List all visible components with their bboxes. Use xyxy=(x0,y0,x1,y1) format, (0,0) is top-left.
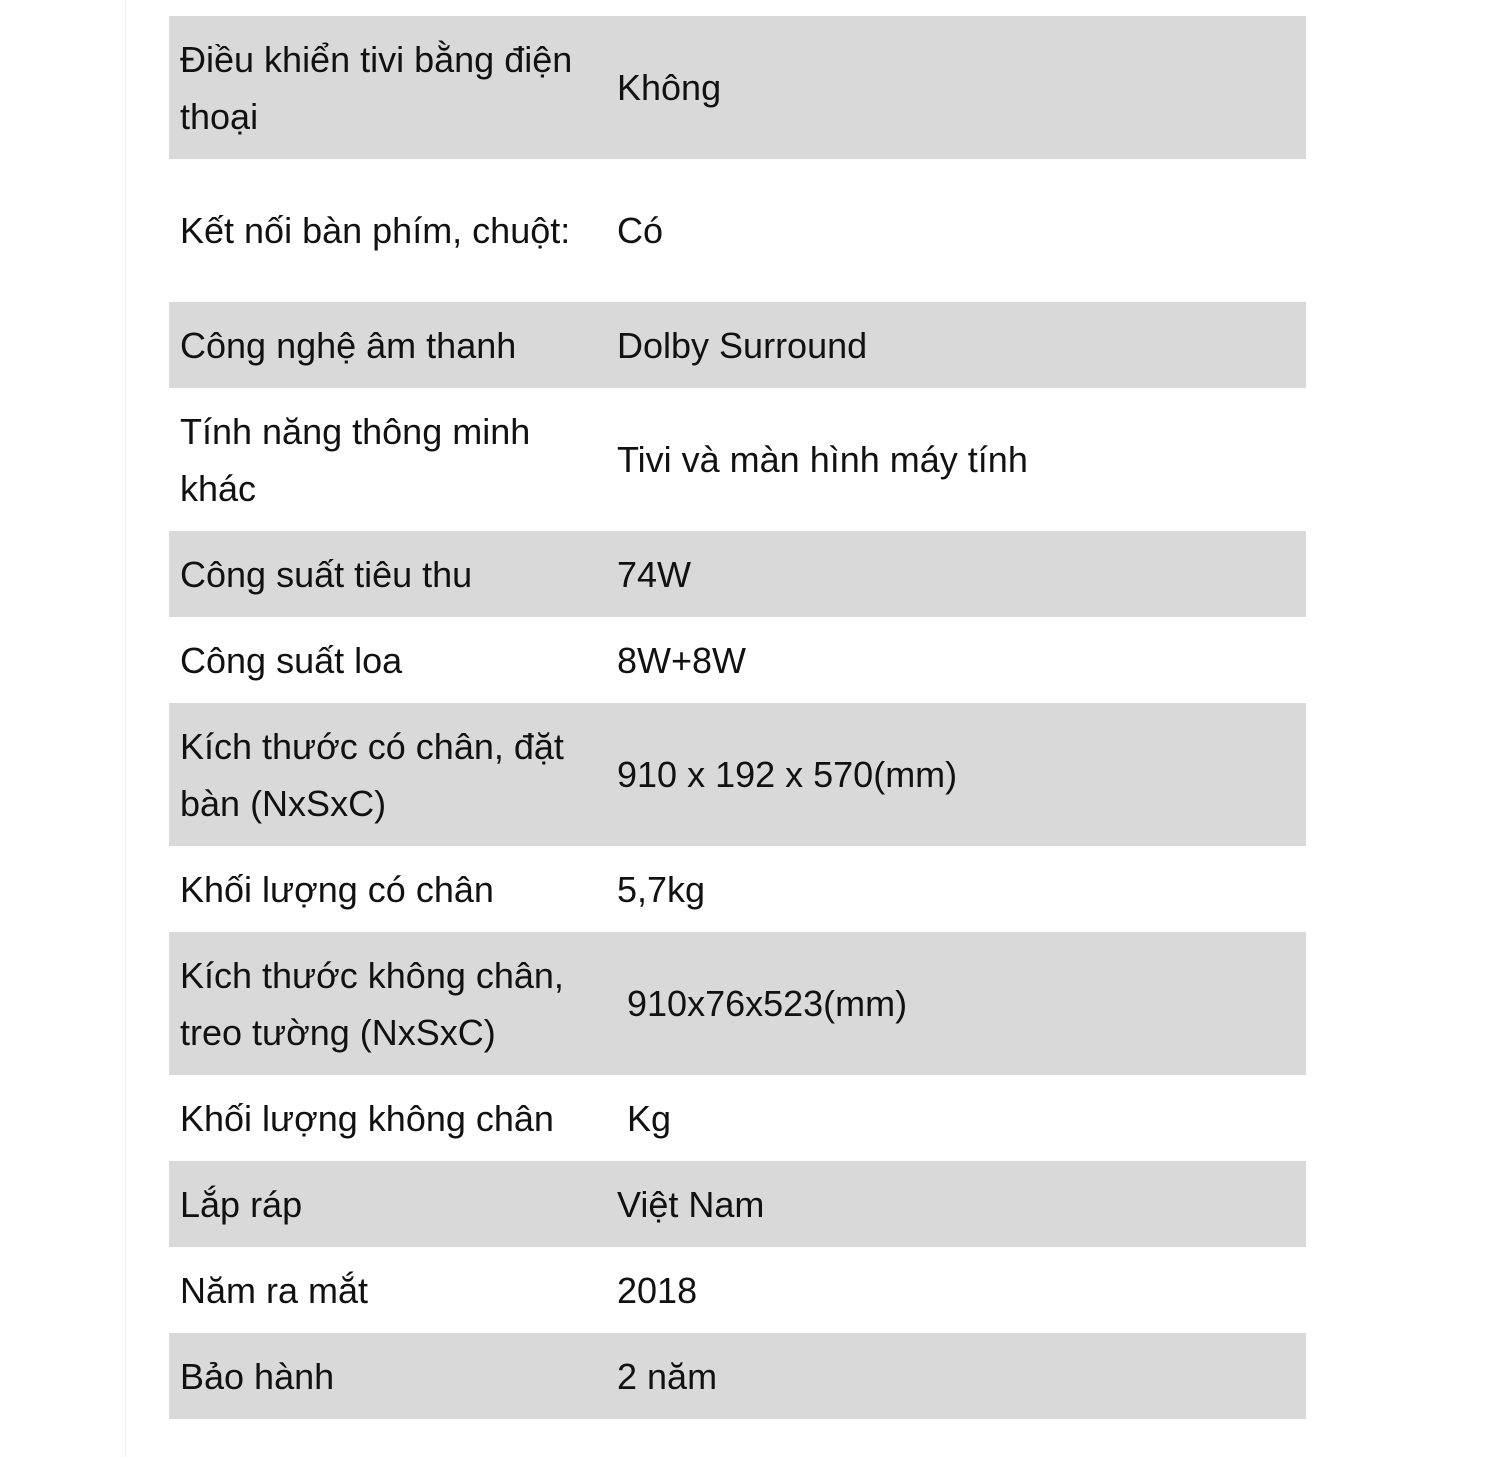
spec-value: 910x76x523(mm) xyxy=(606,932,1306,1075)
spec-label: Công nghệ âm thanh xyxy=(169,302,606,388)
spec-value: Kg xyxy=(617,1097,672,1139)
spec-value: Có xyxy=(617,210,664,251)
spec-label: Kết nối bàn phím, chuột: xyxy=(180,210,571,251)
spec-row-power-consumption xyxy=(169,531,1306,617)
spec-table xyxy=(169,16,1306,1419)
spec-value: 74W xyxy=(606,531,1306,617)
spec-value: 8W+8W xyxy=(617,639,747,681)
spec-value: Dolby Surround xyxy=(606,302,1306,388)
spec-label: Công suất loa xyxy=(180,639,403,681)
spec-label: Kích thước không chân, treo tường (NxSxC) xyxy=(169,932,606,1075)
spec-row-warranty xyxy=(169,1333,1306,1419)
spec-row-phone-control xyxy=(169,16,1306,159)
spec-row-weight-with-stand xyxy=(169,846,1306,932)
spec-row-keyboard-mouse xyxy=(169,159,1306,302)
spec-label: Kích thước có chân, đặt bàn (NxSxC) xyxy=(169,703,606,846)
spec-label: Năm ra mắt xyxy=(180,1269,369,1311)
spec-label: Tính năng thông minh khác xyxy=(180,410,531,509)
spec-value: 2 năm xyxy=(606,1333,1306,1419)
spec-row-speaker-power xyxy=(169,617,1306,703)
spec-label: Điều khiển tivi bằng điện thoại xyxy=(169,16,606,159)
spec-label: Khối lượng có chân xyxy=(180,868,494,910)
spec-value: 5,7kg xyxy=(617,868,706,910)
spec-label: Lắp ráp xyxy=(169,1161,606,1247)
spec-row-smart-features xyxy=(169,388,1306,531)
spec-value: 2018 xyxy=(617,1269,698,1311)
spec-row-assembly xyxy=(169,1161,1306,1247)
spec-value: 910 x 192 x 570(mm) xyxy=(606,703,1306,846)
spec-label: Khối lượng không chân xyxy=(180,1097,554,1139)
spec-value: Việt Nam xyxy=(606,1161,1306,1247)
spec-label: Bảo hành xyxy=(169,1333,606,1419)
spec-row-size-with-stand xyxy=(169,703,1306,846)
spec-value: Không xyxy=(606,16,1306,159)
spec-row-size-wall-mount xyxy=(169,932,1306,1075)
spec-row-weight-without-stand xyxy=(169,1075,1306,1161)
spec-row-audio-tech xyxy=(169,302,1306,388)
page-edge-divider xyxy=(125,0,126,1457)
spec-label: Công suất tiêu thu xyxy=(169,531,606,617)
spec-value: Tivi và màn hình máy tính xyxy=(617,439,1028,480)
spec-row-release-year xyxy=(169,1247,1306,1333)
